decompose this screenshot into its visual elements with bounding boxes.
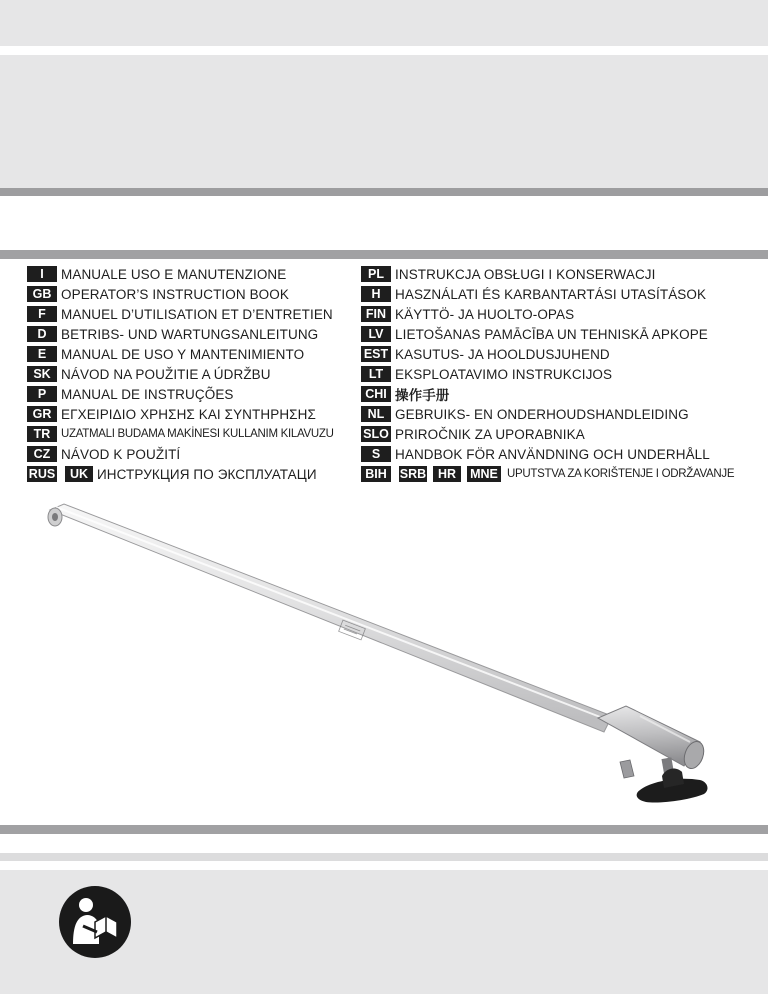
manual-title: HASZNÁLATI ÉS KARBANTARTÁSI UTASÍTÁSOK bbox=[395, 286, 707, 302]
manual-title: OPERATOR’S INSTRUCTION BOOK bbox=[61, 286, 289, 302]
divider-stripe bbox=[0, 825, 768, 834]
language-code: S bbox=[361, 446, 391, 462]
manual-title: KÄYTTÖ- JA HUOLTO-OPAS bbox=[395, 306, 575, 322]
language-code: HR bbox=[433, 466, 461, 482]
language-code: SLO bbox=[361, 426, 391, 442]
manual-title: INSTRUKCJA OBSŁUGI I KONSERWACJI bbox=[395, 266, 656, 282]
top-band bbox=[0, 0, 768, 46]
manual-title: MANUAL DE USO Y MANTENIMIENTO bbox=[61, 346, 305, 362]
manual-title: KASUTUS- JA HOOLDUSJUHEND bbox=[395, 346, 610, 362]
manual-title: MANUEL D’UTILISATION ET D’ENTRETIEN bbox=[61, 306, 333, 322]
language-row bbox=[361, 284, 734, 304]
language-code: GR bbox=[27, 406, 57, 422]
language-code: TR bbox=[27, 426, 57, 442]
language-code: LV bbox=[361, 326, 391, 342]
language-row bbox=[361, 424, 734, 444]
language-row bbox=[27, 324, 334, 344]
manual-title: MANUALE USO E MANUTENZIONE bbox=[61, 266, 287, 282]
divider-stripe bbox=[0, 250, 768, 259]
manual-title: HANDBOK FÖR ANVÄNDNING OCH UNDERHÅLL bbox=[395, 446, 710, 462]
language-code: D bbox=[27, 326, 57, 342]
language-code: FIN bbox=[361, 306, 391, 322]
manual-title: ИНСТРУКЦИЯ ПО ЭКСПЛУАТАЦИ bbox=[97, 466, 317, 482]
language-row bbox=[361, 404, 734, 424]
language-row bbox=[27, 384, 334, 404]
divider-stripe bbox=[0, 188, 768, 196]
manual-title: EKSPLOATAVIMO INSTRUKCIJOS bbox=[395, 366, 613, 382]
language-row bbox=[361, 364, 734, 384]
language-code: F bbox=[27, 306, 57, 322]
language-code: BIH bbox=[361, 466, 391, 482]
language-row bbox=[27, 444, 334, 464]
language-row bbox=[361, 304, 734, 324]
language-row bbox=[361, 324, 734, 344]
language-list-right bbox=[361, 264, 734, 484]
language-code: RUS bbox=[28, 467, 56, 481]
language-row bbox=[361, 264, 734, 284]
language-code: E bbox=[27, 346, 57, 362]
upper-panel bbox=[0, 55, 768, 188]
manual-title: LIETOŠANAS PAMĀCĪBA UN TEHNISKĀ APKOPE bbox=[395, 326, 708, 342]
language-code: H bbox=[361, 286, 391, 302]
divider-stripe-light bbox=[0, 853, 768, 861]
language-code: MNE bbox=[467, 466, 501, 482]
manual-title: NÁVOD K POUŽITÍ bbox=[61, 446, 181, 462]
language-code: SRB bbox=[399, 467, 427, 481]
language-code: EST bbox=[361, 346, 391, 362]
language-row bbox=[27, 284, 334, 304]
manual-title: UZATMALI BUDAMA MAKİNESI KULLANIM KILAVUZU bbox=[61, 428, 334, 440]
manual-title: PRIROČNIK ZA UPORABNIKA bbox=[395, 426, 585, 442]
language-code: LT bbox=[361, 366, 391, 382]
extension-pole-image bbox=[0, 480, 768, 820]
manual-title: BETRIBS- UND WARTUNGSANLEITUNG bbox=[61, 326, 319, 342]
language-code: PL bbox=[361, 266, 391, 282]
language-row bbox=[27, 304, 334, 324]
language-row bbox=[361, 344, 734, 364]
language-code: P bbox=[27, 386, 57, 402]
language-row bbox=[361, 384, 734, 404]
language-code: I bbox=[27, 266, 57, 282]
language-code: GB bbox=[27, 286, 57, 302]
language-row bbox=[27, 264, 334, 284]
language-code: NL bbox=[361, 406, 391, 422]
manual-title: ΕΓΧΕΙΡΙΔΙΟ ΧΡΗΣΗΣ ΚΑΙ ΣΥΝΤΗΡΗΣΗΣ bbox=[61, 406, 316, 422]
manual-title: NÁVOD NA POUŽITIE A ÚDRŽBU bbox=[61, 366, 271, 382]
manual-title: UPUTSTVA ZA KORIŠTENJE I ODRŽAVANJE bbox=[507, 468, 735, 480]
language-code: CZ bbox=[27, 446, 57, 462]
language-row bbox=[27, 424, 334, 444]
manual-title: 操作手册 bbox=[395, 388, 450, 403]
manual-title: MANUAL DE INSTRUÇÕES bbox=[61, 386, 234, 402]
language-code: SK bbox=[27, 366, 57, 382]
manual-title: GEBRUIKS- EN ONDERHOUDSHANDLEIDING bbox=[395, 406, 689, 422]
read-manual-icon bbox=[59, 886, 131, 958]
language-list-left bbox=[27, 264, 334, 484]
language-row bbox=[27, 364, 334, 384]
language-code: UK bbox=[65, 466, 93, 482]
language-row bbox=[27, 404, 334, 424]
language-code: CHI bbox=[361, 386, 391, 402]
language-row bbox=[27, 344, 334, 364]
language-row bbox=[361, 444, 734, 464]
